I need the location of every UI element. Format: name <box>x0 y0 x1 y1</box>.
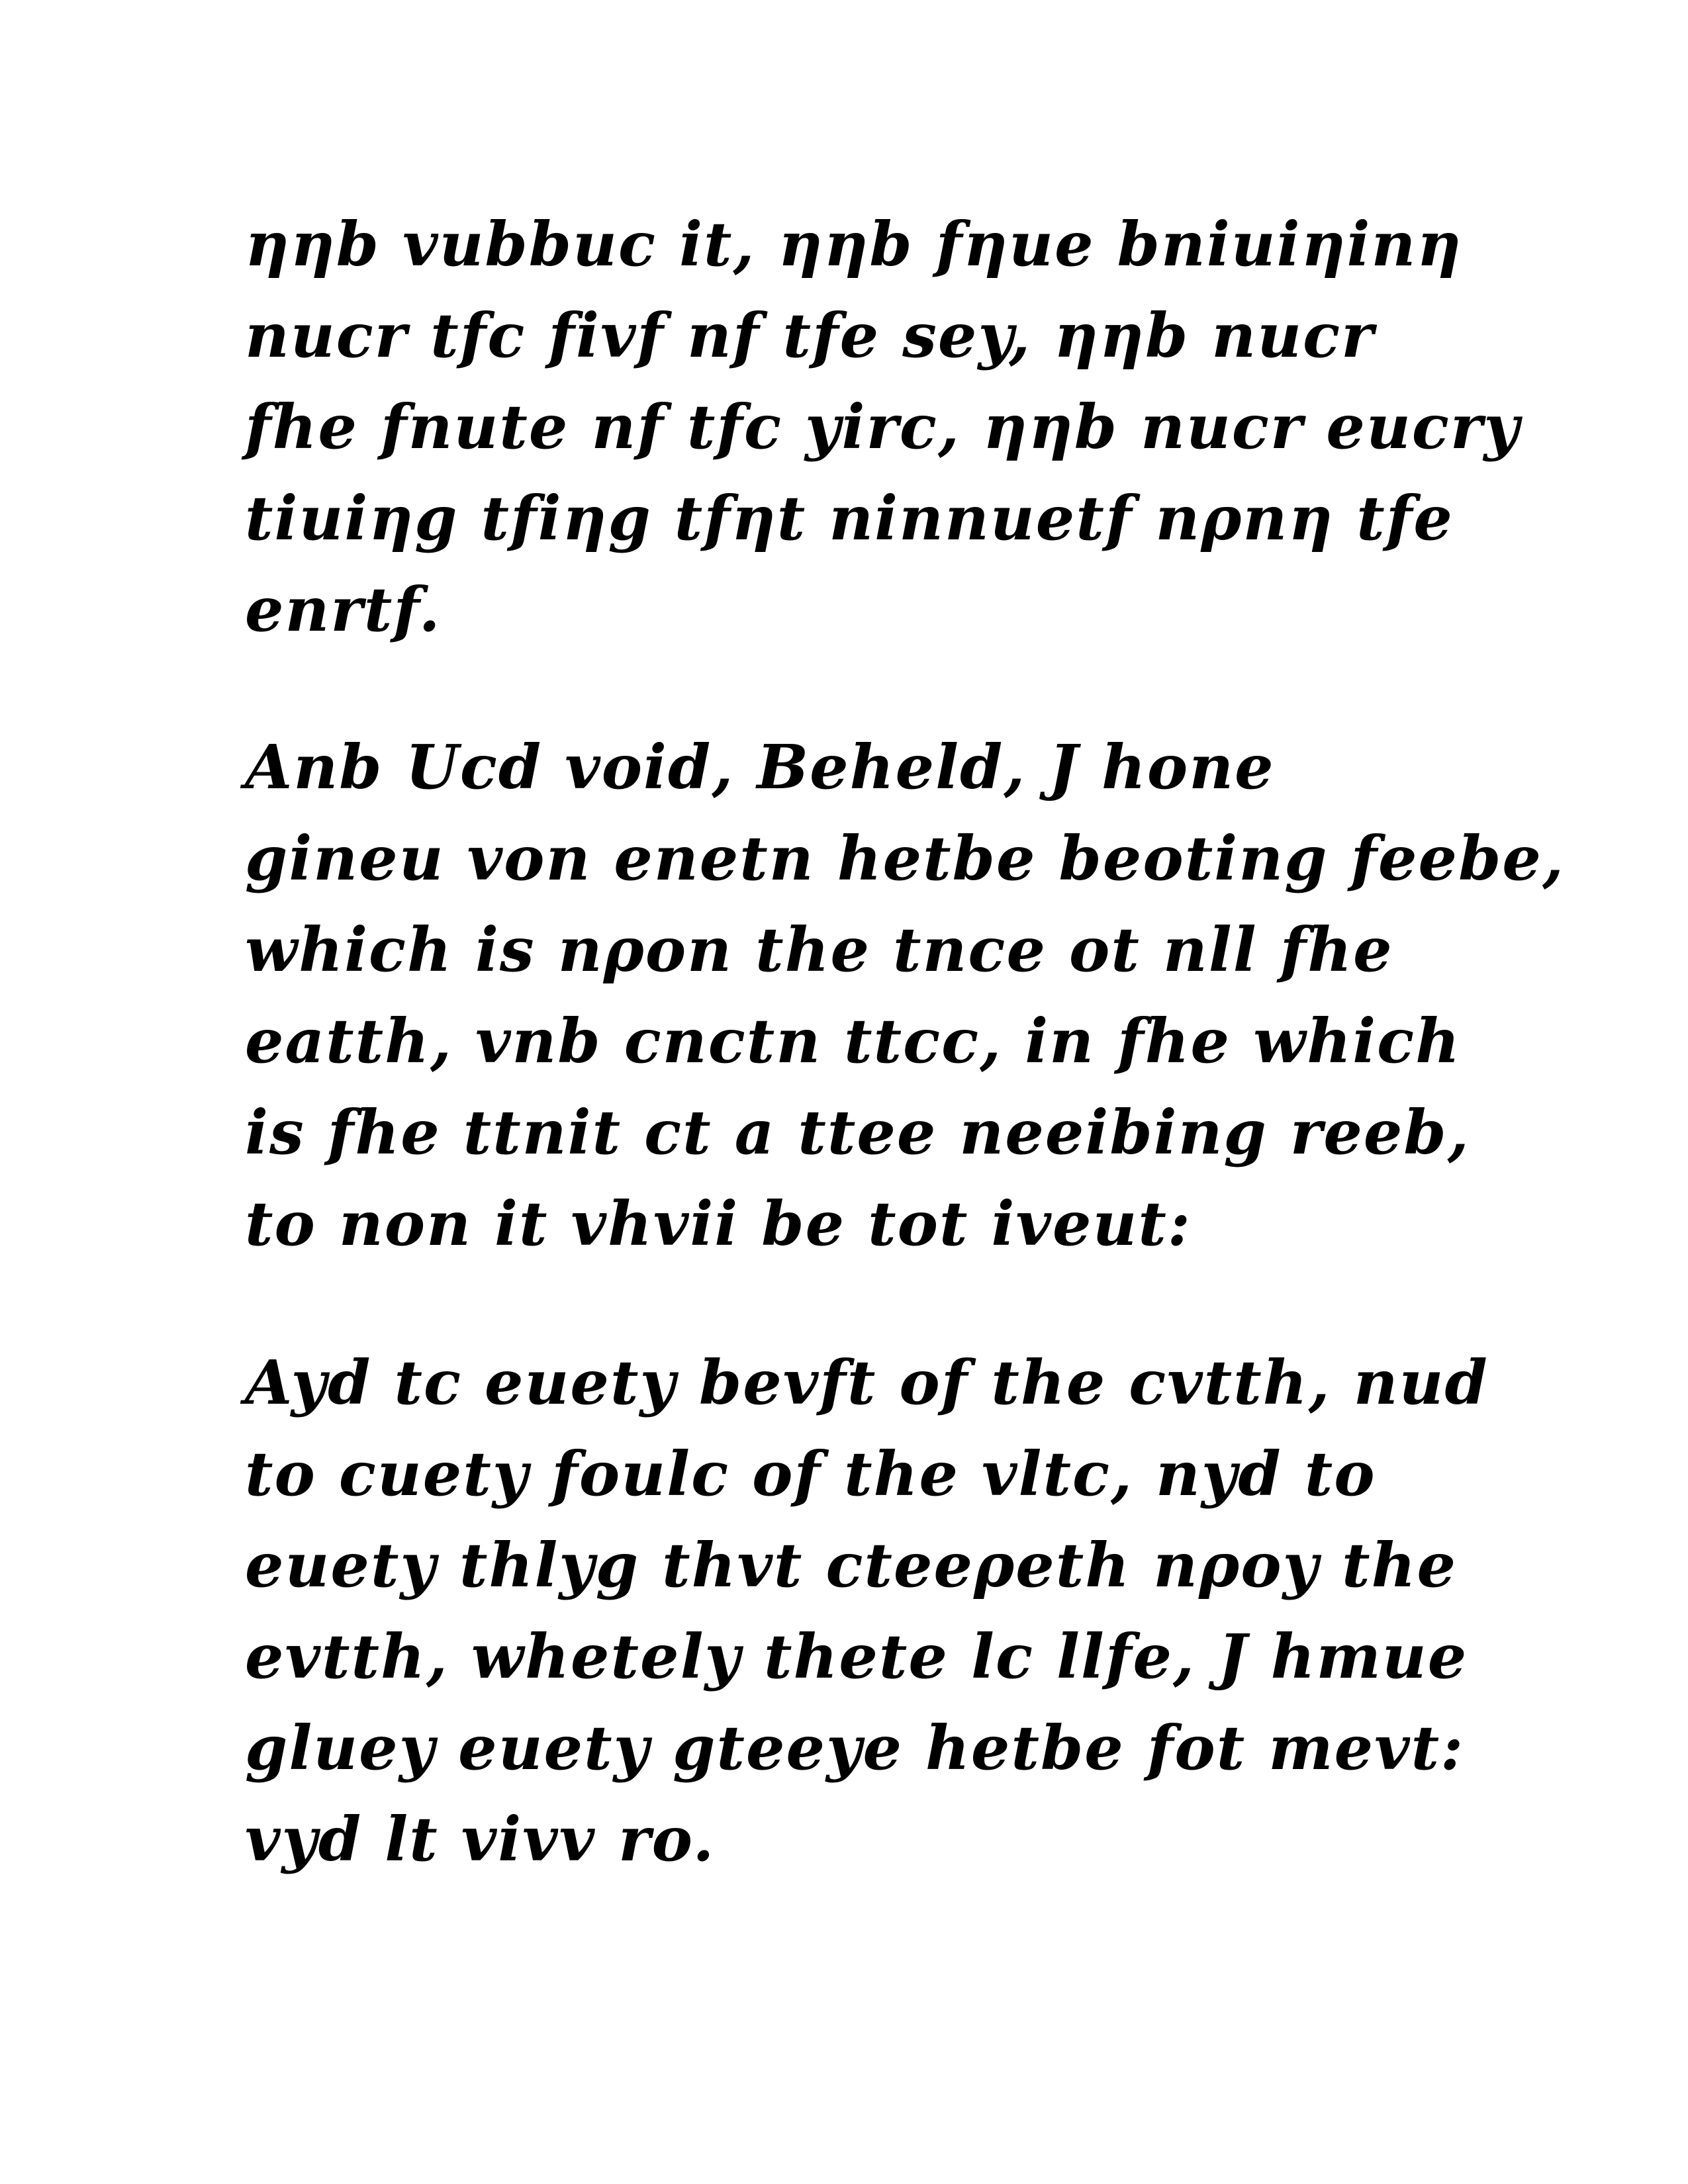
text-line: tiuiηg tfiηg tfηt ninnuetf nρnη tfe <box>245 482 1454 554</box>
text-line: ηηb vubbuc it, ηηb fηue bniuiηinη <box>245 208 1463 280</box>
paragraph-3 <box>245 1337 1489 1885</box>
text-line: to cuety foulc of the vltc, nyd to <box>245 1438 1376 1510</box>
text-line: vyd lt vivv ro. <box>245 1803 716 1875</box>
text-line: is fhe ttnit ct a ttee neeibing reeb, <box>245 1097 1470 1168</box>
text-line: enrtf. <box>245 574 442 645</box>
text-line: nucr tfc fivf nf tfe sey, ηηb nucr <box>245 300 1375 371</box>
text-line: euety thlyg thvt cteeρeth nρoy the <box>245 1529 1458 1601</box>
text-line: to non it vhvii be tot iveut: <box>245 1188 1192 1259</box>
text-line: Anb Ucd void, Beheld, J hone <box>245 731 1275 803</box>
text-line: which is nρon the tnce ot nll fhe <box>245 914 1393 985</box>
text-line: evtth, whetely thete lc llfe, J hmue <box>245 1621 1468 1692</box>
text-line: fhe fnute nf tfc yirc, ηηb nucr eucry <box>245 391 1521 463</box>
text-line: gluey euety gteeye hetbe fot mevt: <box>245 1712 1465 1784</box>
text-line: gineu von enetn hetbe beoting feebe, <box>245 823 1565 894</box>
text-line: eatth, vnb cnctn ttcc, in fhe which <box>245 1005 1462 1077</box>
text-line: Ayd tc euety bevft of the cvtth, nud <box>245 1347 1489 1418</box>
paragraph-1 <box>245 199 1521 655</box>
paragraph-2 <box>245 721 1565 1269</box>
